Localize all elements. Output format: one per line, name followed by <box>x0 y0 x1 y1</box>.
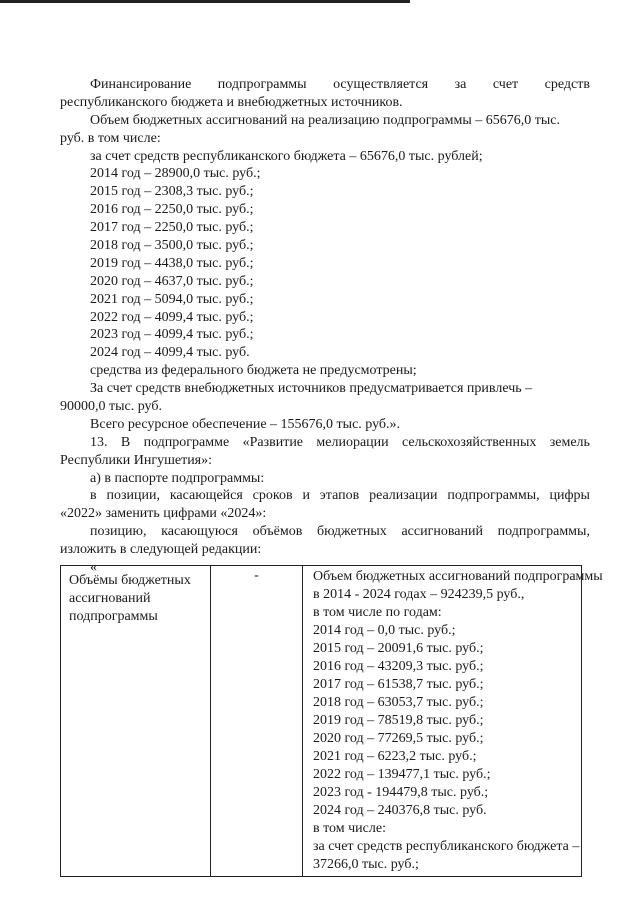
word: подпрограммы <box>217 77 307 92</box>
word: объёмов <box>252 524 303 540</box>
year-allocation-line: 2014 год – 28900,0 тыс. руб.; <box>90 166 261 182</box>
word: подпрограмме <box>143 434 230 450</box>
table-content-line: в том числе по годам: <box>313 605 442 620</box>
word: сроков <box>252 488 293 504</box>
para-passport: а) в паспорте подпрограммы: <box>90 470 265 486</box>
word: осуществляется <box>333 77 429 92</box>
word: этапов <box>319 488 360 504</box>
year-allocation-line: 2023 год – 4099,4 тыс. руб.; <box>90 327 254 343</box>
para-financing-line2: республиканского бюджета и внебюджетных источников. <box>60 94 403 110</box>
word: реализации <box>369 488 438 504</box>
table-label-line: подпрограммы <box>69 609 158 624</box>
table-content-line: в том числе: <box>313 821 386 836</box>
para-federal-budget: средства из федерального бюджета не предусмотрены; <box>90 363 417 379</box>
word: земель <box>549 434 590 450</box>
word: позицию, <box>90 524 147 540</box>
table-content-line: 2016 год – 43209,3 тыс. руб.; <box>313 659 484 674</box>
table-content-line: 2017 год – 61538,7 тыс. руб.; <box>313 677 484 692</box>
para-item13-line2: Республики Ингушетия»: <box>60 452 213 468</box>
para-item13-line1 <box>60 434 590 452</box>
para-extrabudget-line2: 90000,0 тыс. руб. <box>60 399 162 415</box>
word: за <box>454 77 467 92</box>
table-dash: - <box>254 568 259 583</box>
word: в <box>90 488 97 504</box>
table-content-line: в 2014 - 2024 годах – 924239,5 руб., <box>313 587 525 602</box>
word: бюджетных <box>317 524 387 540</box>
year-allocation-line: 2020 год – 4637,0 тыс. руб.; <box>90 273 254 289</box>
word: цифры <box>549 488 590 504</box>
para-terms-line2: «2022» заменить цифрами «2024»: <box>60 506 267 522</box>
table-content-line: 2023 год - 194479,8 тыс. руб.; <box>313 785 489 800</box>
para-terms-line1 <box>60 487 590 505</box>
word: мелиорации <box>316 434 389 450</box>
word: В <box>120 434 131 450</box>
para-budget-volume-line2: руб. в том числе: <box>60 130 161 146</box>
document-body <box>60 76 590 577</box>
year-allocation-line: 2018 год – 3500,0 тыс. руб.; <box>90 238 254 254</box>
word: подпрограммы, <box>497 524 590 540</box>
para-financing-line1 <box>60 76 590 94</box>
word: и <box>302 488 310 504</box>
word: счет <box>492 77 519 92</box>
word: Финансирование <box>90 77 192 92</box>
table-dash-cell <box>211 566 303 876</box>
table-label-line: ассигнований <box>69 591 151 606</box>
word: средств <box>544 77 590 92</box>
table-content-line: 2020 год – 77269,5 тыс. руб.; <box>313 731 484 746</box>
word: 13. <box>90 434 108 450</box>
table-label-cell <box>61 566 211 876</box>
word: касающуюся <box>161 524 238 540</box>
table-content-line: 2021 год – 6223,2 тыс. руб.; <box>313 749 477 764</box>
table-content-line: 2015 год – 20091,6 тыс. руб.; <box>313 641 484 656</box>
year-allocation-line: 2022 год – 4099,4 тыс. руб.; <box>90 309 254 325</box>
year-allocation-line: 2016 год – 2250,0 тыс. руб.; <box>90 202 254 218</box>
year-allocation-line: 2021 год – 5094,0 тыс. руб.; <box>90 291 254 307</box>
word: «Развитие <box>242 434 304 450</box>
table-content-line: за счет средств республиканского бюджета – <box>313 839 580 854</box>
budget-table <box>60 565 603 877</box>
year-allocation-line: 2017 год – 2250,0 тыс. руб.; <box>90 220 254 236</box>
table-content-cell <box>303 566 603 876</box>
word: касающейся <box>169 488 243 504</box>
word: позиции, <box>106 488 160 504</box>
table-content-line: 2014 год – 0,0 тыс. руб.; <box>313 623 456 638</box>
year-allocation-line: 2024 год – 4099,4 тыс. руб. <box>90 345 250 361</box>
para-budget-volume-line1: Объем бюджетных ассигнований на реализацию подпрограммы – 65676,0 тыс. <box>90 112 561 128</box>
year-allocations-list <box>60 165 590 362</box>
word: подпрограммы, <box>447 488 540 504</box>
year-allocation-line: 2019 год – 4438,0 тыс. руб.; <box>90 255 254 271</box>
word: сельскохозяйственных <box>402 434 537 450</box>
table-content-line: 2024 год – 240376,8 тыс. руб. <box>313 803 487 818</box>
word: ассигнований <box>401 524 483 540</box>
para-total-resources: Всего ресурсное обеспечение – 155676,0 тыс. руб.». <box>90 416 401 432</box>
year-allocation-line: 2015 год – 2308,3 тыс. руб.; <box>90 184 254 200</box>
para-republic-budget: за счет средств республиканского бюджета – 65676,0 тыс. рублей; <box>90 148 483 164</box>
para-position-line2: изложить в следующей редакции: <box>60 542 262 558</box>
open-quote: « <box>90 560 97 576</box>
table-content-line: 37266,0 тыс. руб.; <box>313 857 419 872</box>
table-content-line: 2022 год – 139477,1 тыс. руб.; <box>313 767 491 782</box>
table-content-line: 2018 год – 63053,7 тыс. руб.; <box>313 695 484 710</box>
para-position-line1 <box>60 523 590 541</box>
para-extrabudget-line1: За счет средств внебюджетных источников предусматривается привлечь – <box>90 381 533 397</box>
table-content-line: Объем бюджетных ассигнований подпрограммы <box>313 569 603 584</box>
table-label-line: Объёмы бюджетных <box>69 573 191 588</box>
table-content-line: 2019 год – 78519,8 тыс. руб.; <box>313 713 484 728</box>
scan-top-edge <box>0 0 410 3</box>
